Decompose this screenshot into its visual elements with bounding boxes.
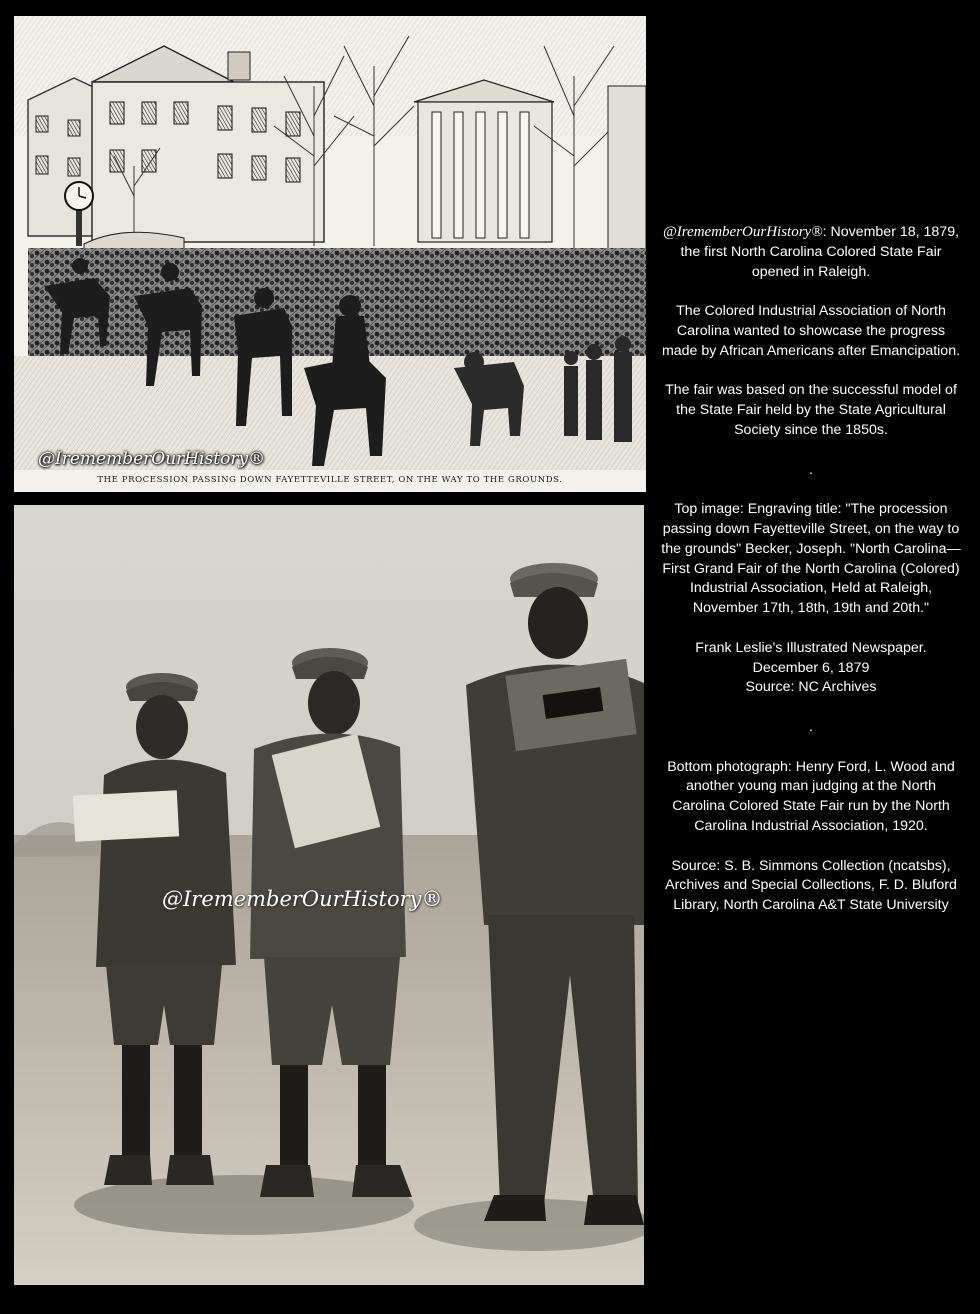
paragraph-bottom-photo: Bottom photograph: Henry Ford, L. Wood and another young man judging at the North Carolina Colored State Fair run by the North Carolina Industrial Association, 1920. [667,758,955,834]
paragraph-model: The fair was based on the successful model of the State Fair held by the State Agricultural Society since the 1850s. [665,382,957,438]
separator: . [809,461,813,478]
description-column [660,223,962,936]
paragraph-top-image: Top image: Engraving title: "The procession passing down Fayetteville Street, on the way to the grounds" Becker, Joseph. "North Carolina—First Grand Fair of the North Carolina (Colored) Industrial Association, Held at Raleigh, November 17th, 18th, 19th and 20th." [661,501,961,617]
intro-paragraph [660,223,962,282]
spectators [564,336,632,442]
watermark: @IrememberOurHistory® [38,449,266,469]
intro-handle: @IrememberOurHistory® [662,224,823,240]
historical-photograph [14,505,644,1285]
paragraph-association: The Colored Industrial Association of North Carolina wanted to showcase the progress made by African Americans after Emancipation. [661,303,961,359]
paragraph-photo-source: Source: S. B. Simmons Collection (ncatsbs), Archives and Special Collections, F. D. Bluford Library, North Carolina A&T State University [665,857,957,914]
engraving-caption: THE PROCESSION PASSING DOWN FAYETTEVILLE STREET, ON THE WAY TO THE GROUNDS. [97,475,563,485]
engraving-image [14,16,646,492]
separator: . [809,718,813,735]
watermark: @IrememberOurHistory® [162,887,443,911]
capitol-building [414,80,554,242]
paragraph-newspaper-source: Frank Leslie's Illustrated Newspaper. December 6, 1879 Source: NC Archives [695,639,927,696]
engraving-illustration [14,16,646,492]
intro-text: : November 18, 1879, the first North Carolina Colored State Fair opened in Raleigh. [680,224,960,280]
